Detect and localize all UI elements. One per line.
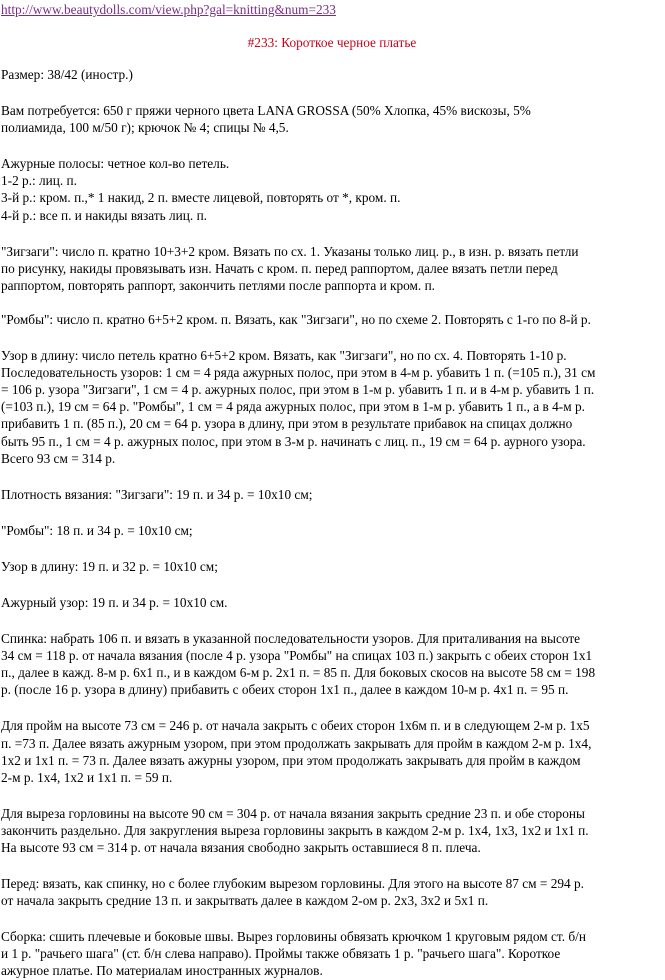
text-line: прибавить 1 п. (85 п.), 20 см = 64 р. узора в длину, при этом в результате прибавок на спицах должно (1, 416, 573, 432)
paragraph (1, 805, 663, 856)
text-line: Ажурный узор: 19 п. и 34 р. = 10х10 см. (1, 594, 228, 610)
text-line: полиамида, 100 м/50 г); крючок № 4; спицы № 4,5. (1, 120, 289, 136)
paragraph (1, 630, 663, 698)
text-line: 2-м р. 1х4, 1х2 и 1х1 п. = 59 п. (1, 769, 173, 785)
paragraph (1, 522, 663, 539)
article-body (1, 66, 663, 980)
paragraph (1, 875, 663, 909)
document-page (1, 0, 663, 980)
text-line: Сборка: сшить плечевые и боковые швы. Вырез горловины обвязать крючком 1 круговым рядом ст. б/н (1, 929, 586, 945)
text-line: быть 95 п., 1 см = 4 р. ажурных полос, при этом в 3-м р. начинать с лиц. п., 19 см = 64 р. аурного узора. (1, 433, 586, 449)
text-line: Узор в длину: 19 п. и 32 р. = 10х10 см; (1, 558, 218, 574)
text-line: "Ромбы": число п. кратно 6+5+2 кром. п. Вязать, как "Зигзаги", но по схеме 2. Повторять с 1-го по 8-й р. (1, 311, 591, 327)
text-line: закончить раздельно. Для закругления выреза горловины закрыть в каждом 2-м р. 1х4, 1х3, 1х2 и 1х1 п. (1, 822, 589, 838)
text-line: Последовательность узоров: 1 см = 4 ряда ажурных полос, при этом в 4-м р. убавить 1 п. (=105 п.), 31 см (1, 365, 596, 381)
text-line: Перед: вязать, как спинку, но с более глубоким вырезом горловины. Для этого на высоте 87 см = 294 р. (1, 876, 584, 892)
text-line: На высоте 93 см = 314 р. от начала вязания свободно закрыть оставшиеся 8 п. плеча. (1, 840, 481, 855)
text-line: Плотность вязания: "Зигзаги": 19 п. и 34 р. = 10х10 см; (1, 486, 313, 502)
paragraph (1, 102, 663, 136)
page-title: #233: Короткое черное платье (247, 35, 417, 50)
paragraph (1, 717, 663, 785)
text-line: "Зигзаги": число п. кратно 10+3+2 кром. Вязать по сх. 1. Указаны только лиц. р., в изн. р. вязать петли (1, 243, 579, 259)
text-line: Спинка: набрать 106 п. и вязать в указанной последовательности узоров. Для приталивания на высоте (1, 631, 581, 647)
paragraph (1, 243, 663, 294)
text-line: ажурное платье. По материалам иностранных журналов. (1, 963, 323, 979)
text-line: 34 см = 118 р. от начала вязания (после 4 р. узора "Ромбы" на спицах 103 п.) закрыть с обеих сторон 1х1 (1, 648, 593, 664)
text-line: Всего 93 см = 314 р. (1, 450, 116, 466)
text-line: Для выреза горловины на высоте 90 см = 304 р. от начала вязания закрыть средние 23 п. и обе стороны (1, 805, 585, 821)
text-line: Узор в длину: число петель кратно 6+5+2 кром. Вязать, как "Зигзаги", но по сх. 4. Повторять 1-10 р. (1, 348, 567, 364)
text-line: и 1 р. "рачьего шага" (ст. б/н слева направо). Проймы также обвязать 1 р. "рачьего шага". Короткое (1, 946, 561, 962)
paragraph (1, 486, 663, 503)
text-line: Размер: 38/42 (иностр.) (1, 67, 133, 82)
paragraph (1, 558, 663, 575)
text-line: "Ромбы": 18 п. и 34 р. = 10х10 см; (1, 522, 193, 538)
text-line: р. (после 16 р. узора в длину) прибавить с обеих сторон 1х1 п., далее в каждом 10-м р. 4х1 п. = 95 п. (1, 682, 569, 698)
text-line: п., далее в кажд. 8-м р. 6х1 п., и в каждом 6-м р. 2х1 п. = 85 п. Для боковых скосов на высоте 58 см = 198 (1, 665, 596, 681)
text-line: от начала закрыть средние 13 п. и закрытвать далее в каждом 2-ом р. 2х3, 3х2 и 5х1 п. (1, 893, 489, 909)
paragraph (1, 311, 663, 328)
paragraph (1, 594, 663, 611)
paragraph (1, 66, 663, 83)
text-line: Ажурные полосы: четное кол-во петель. (1, 156, 230, 172)
text-line: (=103 п.), 19 см = 64 р. "Ромбы", 1 см = 4 ряда ажурных полос, при этом в 1-м р. убавить 1 п., а в 4-м р. (1, 399, 585, 415)
text-line: 1-2 р.: лиц. п. (1, 173, 77, 189)
text-line: 4-й р.: все п. и накиды вязать лиц. п. (1, 207, 208, 223)
text-line: Вам потребуется: 650 г пряжи черного цвета LANA GROSSA (50% Хлопка, 45% вискозы, 5% (1, 103, 531, 119)
text-line: по рисунку, накиды провязывать изн. Начать с кром. п. перед раппортом, далее вязать петли перед (1, 260, 558, 276)
paragraph (1, 155, 663, 223)
text-line: 3-й р.: кром. п.,* 1 накид, 2 п. вместе лицевой, повторять от *, кром. п. (1, 190, 401, 206)
text-line: 1х2 и 1х1 п. = 73 п. Далее вязать ажурны узором, при этом продолжать закрывать для пройм в каждом (1, 752, 581, 768)
text-line: Для пройм на высоте 73 см = 246 р. от начала закрыть с обеих сторон 1х6м п. и в следующем 2-м р. 1х5 (1, 718, 590, 734)
source-link[interactable]: http://www.beautydolls.com/view.php?gal=knitting&num=233 (1, 2, 336, 17)
text-line: п. =73 п. Далее вязать ажурным узором, при этом продолжать закрывать для пройм в каждом 2-м р. 1х4, (1, 735, 592, 751)
paragraph (1, 347, 663, 467)
text-line: = 106 р. узора "Зигзаги", 1 см = 4 р. ажурных полос, при этом в 1-м р. убавить 1 п. и в 4-м р. убавить 1 п. (1, 382, 595, 398)
text-line: раппортом, повторять раппорт, закончить петлями после раппорта и кром. п. (1, 277, 436, 293)
